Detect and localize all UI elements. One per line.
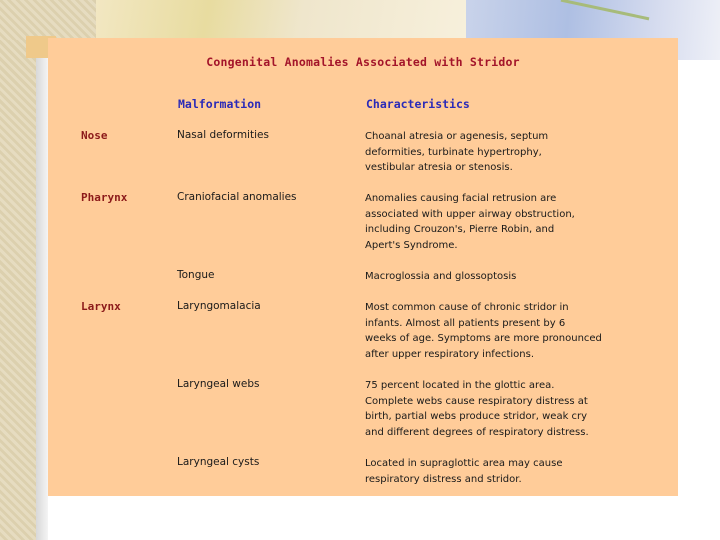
desc-line: deformities, turbinate hypertrophy,: [365, 146, 542, 158]
region-label: Pharynx: [81, 191, 128, 204]
desc-line: Choanal atresia or agenesis, septum: [365, 131, 549, 142]
malformation-cell: Tongue: [177, 269, 215, 281]
parchment-border: [0, 0, 40, 540]
desc-line: infants. Almost all patients present by 6: [365, 317, 566, 329]
desc-line: vestibular atresia or stenosis.: [365, 162, 513, 173]
parchment-corner: [0, 0, 100, 40]
desc-line: Macroglossia and glossoptosis: [365, 271, 517, 282]
characteristics-cell: [365, 129, 665, 176]
malformation-cell: Laryngomalacia: [177, 300, 261, 312]
malformation-cell: Nasal deformities: [177, 129, 269, 141]
characteristics-cell: [365, 269, 665, 285]
desc-line: including Crouzon's, Pierre Robin, and: [365, 224, 555, 235]
desc-line: after upper respiratory infections.: [365, 348, 535, 360]
characteristics-cell: [365, 300, 665, 362]
desc-line: Located in supraglottic area may cause: [365, 458, 563, 469]
characteristics-header: Characteristics: [366, 97, 470, 111]
region-label: Nose: [81, 129, 108, 142]
desc-line: respiratory distress and stridor.: [365, 473, 522, 485]
characteristics-cell: [365, 456, 665, 487]
characteristics-cell: [365, 191, 665, 253]
content-panel: [48, 38, 678, 496]
malformation-cell: Laryngeal webs: [177, 378, 260, 390]
desc-line: Anomalies causing facial retrusion are: [365, 193, 557, 204]
desc-line: birth, partial webs produce stridor, weak cry: [365, 411, 588, 422]
malformation-cell: Laryngeal cysts: [177, 456, 260, 468]
malformation-header: Malformation: [178, 97, 262, 111]
left-shadow-rule: [36, 56, 48, 540]
desc-line: Complete webs cause respiratory distress at: [365, 395, 588, 407]
slide-title: Congenital Anomalies Associated with Stridor: [206, 55, 520, 69]
desc-line: Most common cause of chronic stridor in: [365, 302, 569, 313]
characteristics-cell: [365, 378, 665, 440]
desc-line: and different degrees of respiratory distress.: [365, 426, 589, 438]
desc-line: 75 percent located in the glottic area.: [365, 380, 555, 391]
desc-line: associated with upper airway obstruction,: [365, 208, 575, 220]
desc-line: weeks of age. Symptoms are more pronounced: [365, 333, 602, 344]
region-label: Larynx: [81, 300, 121, 313]
desc-line: Apert's Syndrome.: [365, 239, 458, 251]
malformation-cell: Craniofacial anomalies: [177, 191, 297, 203]
